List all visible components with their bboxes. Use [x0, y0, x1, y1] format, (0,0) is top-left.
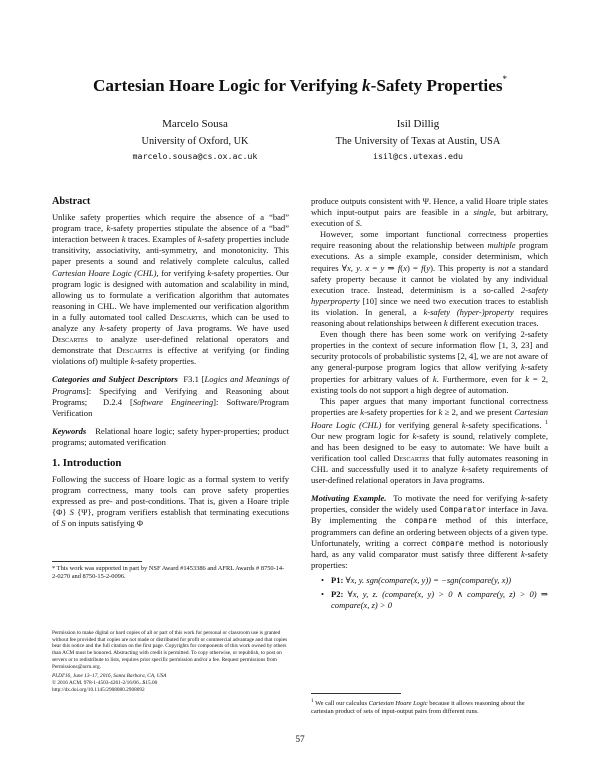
left-column: [52, 196, 289, 530]
property-label: P1:: [331, 574, 344, 585]
keywords-label: Keywords: [52, 425, 87, 436]
abstract-text: Unlike safety properties which require the absence of a “bad” program trace, k-safety properties stipulate the absence of a “bad” interaction between k traces. Examples of k-safety properties include transitivity, associativity, anti-symmetry, and monotonicity. This paper presents a sound and relatively complete calculus, called Cartesian Hoare Logic (CHL), for verifying k-safety properties. Our program logic is designed with automation and scalability in mind, allowing us to formulate a verification algorithm that automates reasoning in CHL. We have implemented our verification algorithm in a fully automated tool called Descartes, which can be used to analyze any k-safety property of Java programs. We have used Descartes to analyze user-defined relational operators and demonstrate that Descartes is effective at verifying (or finding violations of) multiple k-safety properties.: [52, 212, 290, 367]
intro-heading: 1. Introduction: [52, 456, 122, 469]
author-email: isil@cs.utexas.edu: [373, 151, 463, 161]
title-line: Cartesian Hoare Logic for Verifying k-Safety Properties: [92, 76, 503, 95]
author-affiliation: The University of Texas at Austin, USA: [335, 136, 501, 147]
keywords-text: Relational hoare logic; safety hyper-properties; product programs; automated verification: [52, 425, 289, 447]
right-para-2: However, some important functional correctness properties require reasoning about the relationship between multiple program executions. As a simple example, consider determinism, which requires ∀x, y. x = y ⇒ f(x) = f(y). This property is not a standard safety property because it cannot be violated by any individual execution trace. Instead, determinism is a so-called 2-safety hyperproperty [10] since we need two execution traces to establish its violation. In general, a k-safety (hyper-)property requires reasoning about relationships between k different execution traces.: [311, 229, 548, 329]
author-name: Marcelo Sousa: [162, 118, 228, 130]
right-para-1: produce outputs consistent with Ψ. Hence, a valid Hoare triple states which input-output pairs are feasible in a single, but arbitrary, execution of S.: [311, 196, 549, 229]
paper-title: [0, 76, 600, 96]
page-number: 57: [295, 735, 305, 745]
author-name: Isil Dillig: [396, 118, 440, 130]
property-label: P2:: [331, 589, 344, 600]
right-para-5: Motivating Example. To motivate the need for verifying k-safety properties, consider the widely used Comparator interface in Java. By implementing the compare method of this interface, programmers can define an ordering between objects of a given type. Unfortunately, writing a correct compare method is notoriously hard, as any valid comparator must satisfy three different k-safety properties:: [311, 493, 549, 570]
doi-link[interactable]: http://dx.doi.org/10.1145/2908080.2908092: [52, 686, 145, 693]
author-email: marcelo.sousa@cs.ox.ac.uk: [132, 151, 258, 161]
permission-text: Permission to make digital or hard copies of all or part of this work for personal or classroom use is granted without fee provided that copies are not made or distributed for profit or commercial advantage and that copies bear this notice and the full citation on the first page. Copyrights for components of this work owned by others than ACM must be honored. Abstracting with credit is permitted. To copy otherwise, or republish, to post on servers or to redistribute to lists, requires prior specific permission and/or a fee. Request permissions from Permissions@acm.org.: [52, 630, 288, 670]
intro-text: Following the success of Hoare logic as a formal system to verify program correctness, many tools can prove safety properties expressed as pre- and post-conditions. That is, given a Hoare triple {Φ} S {Ψ}, program verifiers establish that terminating executions of S on inputs satisfying Φ: [52, 474, 289, 529]
footnote-1: $^1$ We call our calculus Cartesian Hoare Logic because it allows reasoning about the cartesian product of sets of input-output pairs from different runs.: [311, 698, 525, 716]
footnote-rule: [311, 693, 401, 694]
property-item: • P2: ∀x, y, z. (compare(x, y) > 0 ∧ compare(y, z) > 0) ⇒ compare(x, z) > 0: [321, 589, 548, 611]
author-block-1: [95, 117, 295, 163]
property-list: [311, 575, 548, 611]
motivating-label: Motivating Example.: [311, 493, 387, 504]
right-column: [311, 196, 548, 614]
footnote-rule: [52, 561, 142, 562]
author-affiliation: University of Oxford, UK: [141, 136, 249, 147]
copyright-line: © 2016 ACM. 978-1-4503-4261-2/16/06...$15.00: [52, 679, 158, 686]
categories-block: Categories and Subject Descriptors F3.1 [Logics and Meanings of Programs]: Specifying and Verifying and Reasoning about Programs; D.2.4 [Software Engineering]: Software/Program Verification: [52, 374, 289, 418]
conference-line: PLDI'16, June 13–17, 2016, Santa Barbara, CA, USA: [52, 673, 167, 680]
property-item: • P1: ∀x, y. sgn(compare(x, y)) = −sgn(compare(y, x)): [321, 575, 548, 586]
keywords-block: [52, 426, 289, 448]
right-para-3: Even though there has been some work on verifying 2-safety properties in the context of secure information flow [1, 3, 23] and security protocols of probabilistic systems [2, 4], we are not aware of any general-purpose program logics that allow verifying k-safety properties for arbitrary values of k. Furthermore, even for k = 2, existing tools do not support a high degree of automation.: [311, 329, 548, 395]
permission-notice: [52, 630, 289, 693]
title-footnote-mark: *: [502, 74, 508, 84]
footnote-funding: * This work was supported in part by NSF Award #1453386 and AFRL Awards # 8750-14-2-0270 and 8750-15-2-0096.: [52, 565, 285, 580]
abstract-heading: Abstract: [52, 196, 91, 207]
categories-label: Categories and Subject Descriptors: [52, 374, 178, 385]
author-block-2: [308, 117, 528, 163]
right-para-4: This paper argues that many important functional correctness properties are k-safety properties for k ≥ 2, and we present Cartesian Hoare Logic (CHL) for verifying general k-safety specifications. $^1$ Our new program logic for k-safety is sound, relatively complete, and has been designed to be easy to automate: We have built a verification tool called Descartes that fully automates reasoning in CHL and successfully used it to analyze k-safety requirements of user-defined relational operators in Java programs.: [311, 395, 549, 486]
